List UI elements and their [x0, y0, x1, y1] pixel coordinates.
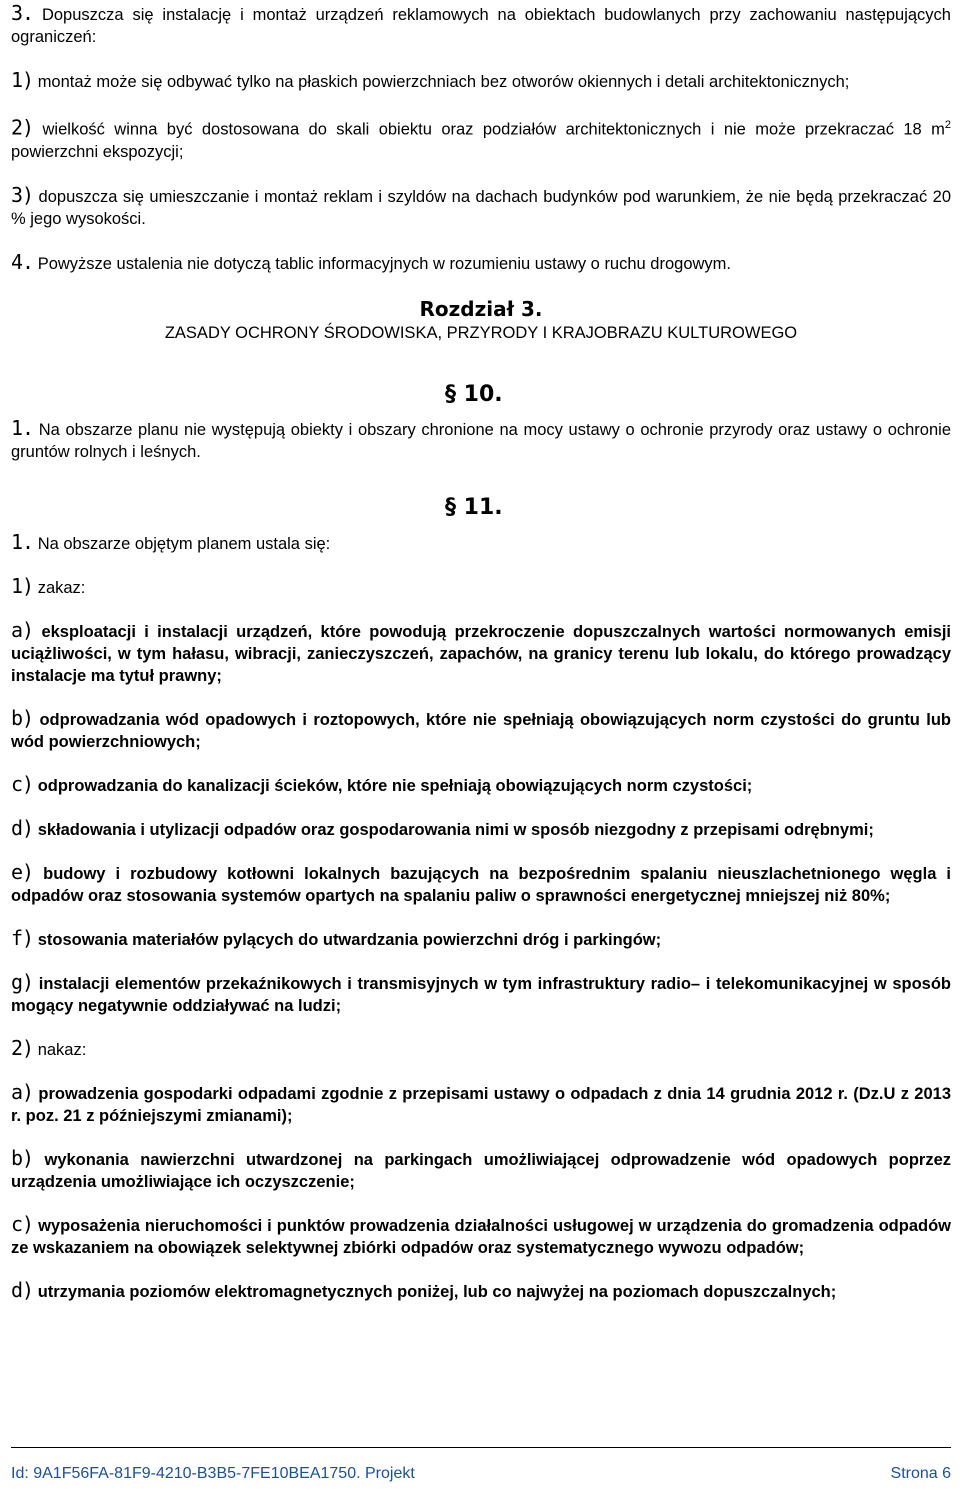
item-letter: a) [11, 617, 34, 642]
paragraph-number: 3. [11, 1, 34, 25]
item-letter: a) [11, 1079, 34, 1104]
item-text: składowania i utylizacji odpadów oraz gospodarowania nimi w sposób niezgodny z przepisami odrębnymi; [37, 820, 874, 839]
item-number: 2) [11, 115, 34, 140]
item-text: utrzymania poziomów elektromagnetycznych poniżej, lub co najwyżej na poziomach dopuszczalnych; [37, 1282, 837, 1301]
document-id: Id: 9A1F56FA-81F9-4210-B3B5-7FE10BEA1750. Projekt [11, 1465, 415, 1482]
paragraph-number: 4. [11, 249, 34, 274]
item-text: dopuszcza się umieszczanie i montaż reklam i szyldów na dachach budynków pod warunkiem, że nie będą przekraczać 20 % jego wysokości. [11, 187, 951, 228]
item-letter: c) [11, 771, 34, 796]
item-text: budowy i rozbudowy kotłowni lokalnych bazujących na bezpośrednim spalaniu nieuszlachetnionego węgla i odpadów oraz stosowania systemów opartych na spalaniu paliw o sprawności energetycznej mniejszej niż 80%; [11, 864, 951, 905]
item-text: eksploatacji i instalacji urządzeń, które powodują przekroczenie dopuszczalnych wartości normowanych emisji uciążliwości, w tym hałasu, wibracji, zanieczyszczeń, zapachów, na granicy terenu lub lokalu, do którego prowadzący instalacje ma tytuł prawny; [11, 622, 951, 685]
item-letter: c) [11, 1211, 34, 1236]
page-footer [11, 1465, 951, 1483]
list-item [11, 773, 951, 797]
nakaz-list [11, 1081, 951, 1303]
superscript: 2 [944, 119, 951, 131]
list-item [11, 1279, 951, 1303]
paragraph-11-1 [11, 531, 951, 555]
paragraph-number: 1. [11, 529, 34, 554]
paragraph-text: Dopuszcza się instalację i montaż urządzeń reklamowych na obiektach budowlanych przy zachowaniu następujących ograniczeń: [11, 6, 951, 46]
list-item [11, 1081, 951, 1127]
paragraph-number: 1. [11, 415, 34, 440]
list-item [11, 1147, 951, 1193]
item-text: montaż może się odbywać tylko na płaskich powierzchniach bez otworów okiennych i detali architektonicznych; [37, 73, 850, 91]
paragraph-4 [11, 251, 951, 275]
zakaz-list [11, 619, 951, 1017]
list-item [11, 707, 951, 753]
chapter-heading [11, 297, 951, 345]
list-item [11, 817, 951, 841]
section-sign-11: § 11. [445, 494, 503, 520]
paragraph-text: Powyższe ustalenia nie dotyczą tablic informacyjnych w rozumieniu ustawy o ruchu drogowym. [37, 254, 731, 273]
paragraph-text: Na obszarze planu nie występują obiekty i obszary chronione na mocy ustawy o ochronie przyrody oraz ustawy o ochronie gruntów rolnych i leśnych. [11, 420, 951, 461]
item-text: wyposażenia nieruchomości i punktów prowadzenia działalności usługowej w urządzenia do gromadzenia odpadów ze wskazaniem na obowiązek selektywnej zbiórki odpadów oraz systematycznego wywozu odpadów; [11, 1216, 951, 1257]
item-text: instalacji elementów przekaźnikowych i transmisyjnych w tym infrastruktury radio– i telekomunikacyjnej w sposób mogący negatywnie oddziaływać na ludzi; [11, 974, 951, 1015]
list-item [11, 1213, 951, 1259]
paragraph-text: Na obszarze objętym planem ustala się: [37, 534, 331, 553]
item-letter: b) [11, 1145, 34, 1170]
item-number: 1) [11, 573, 34, 598]
item-letter: d) [11, 1277, 34, 1302]
list-item [11, 69, 951, 93]
item-text: odprowadzania do kanalizacji ścieków, które nie spełniają obowiązujących norm czystości; [37, 776, 753, 795]
item-text: stosowania materiałów pylących do utwardzania powierzchni dróg i parkingów; [37, 930, 662, 949]
item-label: nakaz: [37, 1040, 87, 1059]
item-letter: f) [11, 925, 34, 950]
list-item [11, 861, 951, 907]
list-item [11, 184, 951, 230]
footer-divider [11, 1447, 951, 1448]
item-letter: g) [11, 969, 34, 994]
list-item [11, 971, 951, 1017]
nakaz-heading [11, 1037, 951, 1061]
item-letter: e) [11, 859, 34, 884]
item-letter: b) [11, 705, 34, 730]
item-text: prowadzenia gospodarki odpadami zgodnie z przepisami ustawy o odpadach z dnia 14 grudnia 2012 r. (Dz.U z 2013 r. poz. 21 z późniejszymi zmianami); [11, 1084, 951, 1125]
paragraph-10-1 [11, 417, 951, 463]
item-label: zakaz: [37, 578, 86, 597]
paragraph-3 [11, 2, 951, 48]
item-number: 3) [11, 182, 34, 207]
list-item [11, 927, 951, 951]
item-number: 1) [11, 68, 34, 92]
item-text: wielkość winna być dostosowana do skali obiektu oraz podziałów architektonicznych i nie może przekraczać 18 m [42, 120, 945, 139]
document-body [11, 0, 951, 1303]
item-number: 2) [11, 1035, 34, 1060]
chapter-title: Rozdział 3. [419, 296, 543, 321]
item-text: wykonania nawierzchni utwardzonej na parkingach umożliwiającej odprowadzenie wód opadowych poprzez urządzenia umożliwiające ich oczyszczenie; [11, 1150, 951, 1191]
item-text-cont: powierzchni ekspozycji; [11, 142, 184, 161]
list-item [11, 114, 951, 163]
page-number: Strona 6 [890, 1465, 951, 1482]
item-text: odprowadzania wód opadowych i roztopowych, które nie spełniają obowiązujących norm czystości do gruntu lub wód powierzchniowych; [11, 710, 951, 751]
item-letter: d) [11, 815, 34, 840]
chapter-subtitle: ZASADY OCHRONY ŚRODOWISKA, PRZYRODY I KRAJOBRAZU KULTUROWEGO [164, 323, 798, 342]
zakaz-heading [11, 575, 951, 599]
section-sign-10: § 10. [445, 381, 503, 407]
list-item [11, 619, 951, 687]
